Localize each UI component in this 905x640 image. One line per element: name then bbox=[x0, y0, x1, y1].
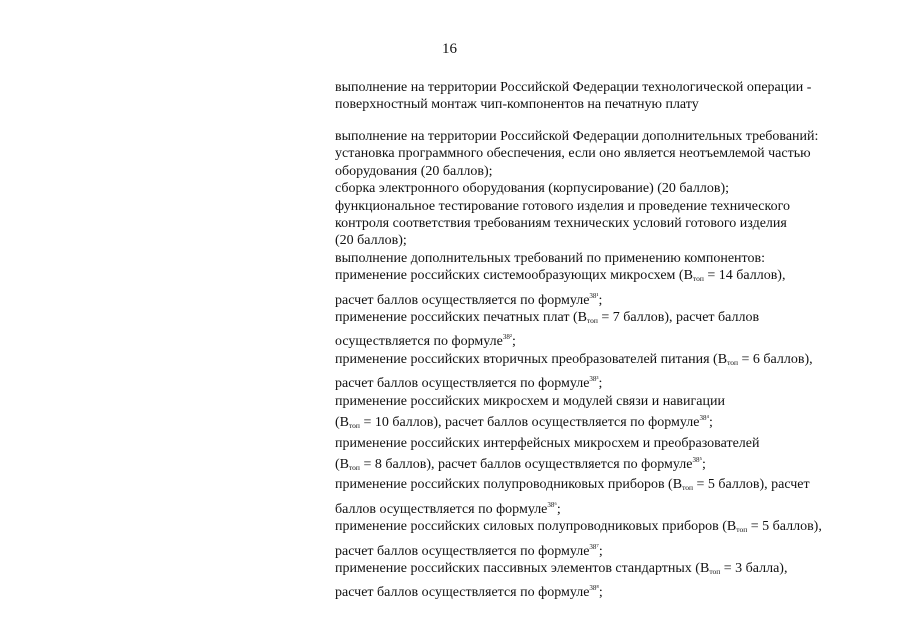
subscript-top: топ bbox=[736, 525, 748, 535]
text-line-semiconductors bbox=[335, 476, 875, 496]
text-fragment: применение российских силовых полупроводниковых приборов (В bbox=[335, 519, 737, 535]
subscript-top: топ bbox=[682, 483, 694, 493]
text-fragment: применение российских вторичных преобразователей питания (В bbox=[335, 351, 728, 367]
text-fragment: ; bbox=[556, 501, 561, 517]
text-fragment: применение российских пассивных элементов стандартных (В bbox=[335, 560, 710, 576]
text-fragment: ; bbox=[598, 376, 603, 392]
text-line: функциональное тестирование готового изделия и проведение технического bbox=[335, 198, 791, 214]
text-fragment: осуществляется по формуле bbox=[335, 334, 503, 350]
text-fragment: расчет баллов осуществляется по формуле bbox=[335, 376, 590, 392]
formula-superscript: 38⁷ bbox=[589, 542, 599, 551]
text-line-formula-ref bbox=[335, 497, 875, 518]
text-line: применение российских микросхем и модулей связи и навигации bbox=[335, 393, 725, 409]
formula-superscript: 38⁸ bbox=[589, 584, 599, 593]
text-line-pcb bbox=[335, 309, 875, 329]
paragraph-surface-mount bbox=[335, 79, 875, 114]
text-fragment: ; bbox=[598, 292, 603, 308]
formula-superscript: 38² bbox=[502, 333, 512, 342]
text-line-interface bbox=[335, 452, 875, 476]
text-line-system-microchips bbox=[335, 267, 875, 287]
formula-superscript: 38¹ bbox=[589, 291, 599, 300]
text-line-power-converters bbox=[335, 351, 875, 371]
text-line-formula-ref bbox=[335, 539, 875, 560]
text-line: (20 баллов); bbox=[335, 233, 407, 249]
subscript-top: топ bbox=[586, 316, 598, 326]
text-line: контроля соответствия требованиям технических условий готового изделия bbox=[335, 216, 787, 232]
subscript-top: топ bbox=[727, 357, 739, 367]
text-line-formula-ref bbox=[335, 329, 875, 350]
text-fragment: = 7 баллов), расчет баллов bbox=[597, 310, 760, 326]
text-fragment: ; bbox=[511, 334, 516, 350]
text-fragment: применение российских полупроводниковых приборов (В bbox=[335, 477, 683, 493]
text-fragment: расчет баллов осуществляется по формуле bbox=[335, 292, 590, 308]
text-fragment: (В bbox=[335, 456, 349, 472]
text-fragment: ; bbox=[708, 415, 713, 431]
text-fragment: = 5 баллов), расчет bbox=[693, 477, 810, 493]
text-line: выполнение на территории Российской Федерации дополнительных требований: bbox=[335, 129, 819, 144]
text-fragment: = 3 балла), bbox=[720, 560, 788, 576]
subscript-top: топ bbox=[349, 462, 360, 472]
text-line-formula-ref bbox=[335, 288, 875, 309]
text-fragment: = 6 баллов), bbox=[738, 351, 813, 367]
text-fragment: ; bbox=[598, 585, 603, 601]
text-fragment: (В bbox=[335, 415, 349, 431]
text-fragment: = 8 баллов), расчет баллов осуществляется по формуле bbox=[359, 456, 693, 472]
formula-superscript: 38⁴ bbox=[699, 414, 709, 423]
formula-superscript: 38⁶ bbox=[547, 500, 557, 509]
formula-superscript: 38⁵ bbox=[692, 455, 702, 464]
text-line-power-semiconductors bbox=[335, 518, 875, 538]
formula-superscript: 38³ bbox=[589, 375, 599, 384]
text-line: поверхностный монтаж чип-компонентов на печатную плату bbox=[335, 97, 699, 113]
text-line-comm-nav bbox=[335, 410, 875, 434]
text-line-formula-ref bbox=[335, 580, 875, 601]
subscript-top: топ bbox=[349, 421, 360, 431]
text-line: выполнение дополнительных требований по применению компонентов: bbox=[335, 250, 765, 266]
text-line: применение российских интерфейсных микросхем и преобразователей bbox=[335, 435, 760, 451]
text-line: сборка электронного оборудования (корпусирование) (20 баллов); bbox=[335, 181, 730, 197]
text-line: выполнение на территории Российской Федерации технологической операции - bbox=[335, 80, 812, 95]
text-fragment: применение российских печатных плат (В bbox=[335, 310, 587, 326]
subscript-top: топ bbox=[692, 274, 704, 284]
paragraph-additional-requirements bbox=[335, 128, 875, 602]
text-fragment: ; bbox=[701, 456, 706, 472]
text-fragment: расчет баллов осуществляется по формуле bbox=[335, 585, 590, 601]
subscript-top: топ bbox=[709, 566, 721, 576]
text-line-formula-ref bbox=[335, 371, 875, 392]
text-line: оборудования (20 баллов); bbox=[335, 163, 493, 179]
text-fragment: ; bbox=[598, 543, 603, 559]
text-line-passive-elements bbox=[335, 560, 875, 580]
text-fragment: = 10 баллов), расчет баллов осуществляется по формуле bbox=[359, 415, 700, 431]
text-fragment: баллов осуществляется по формуле bbox=[335, 501, 548, 517]
text-fragment: = 14 баллов), bbox=[703, 268, 786, 284]
text-fragment: применение российских системообразующих микросхем (В bbox=[335, 268, 693, 284]
page-number: 16 bbox=[442, 41, 457, 57]
text-line: установка программного обеспечения, если оно является неотъемлемой частью bbox=[335, 146, 811, 162]
text-fragment: = 5 баллов), bbox=[747, 519, 822, 535]
text-fragment: расчет баллов осуществляется по формуле bbox=[335, 543, 590, 559]
